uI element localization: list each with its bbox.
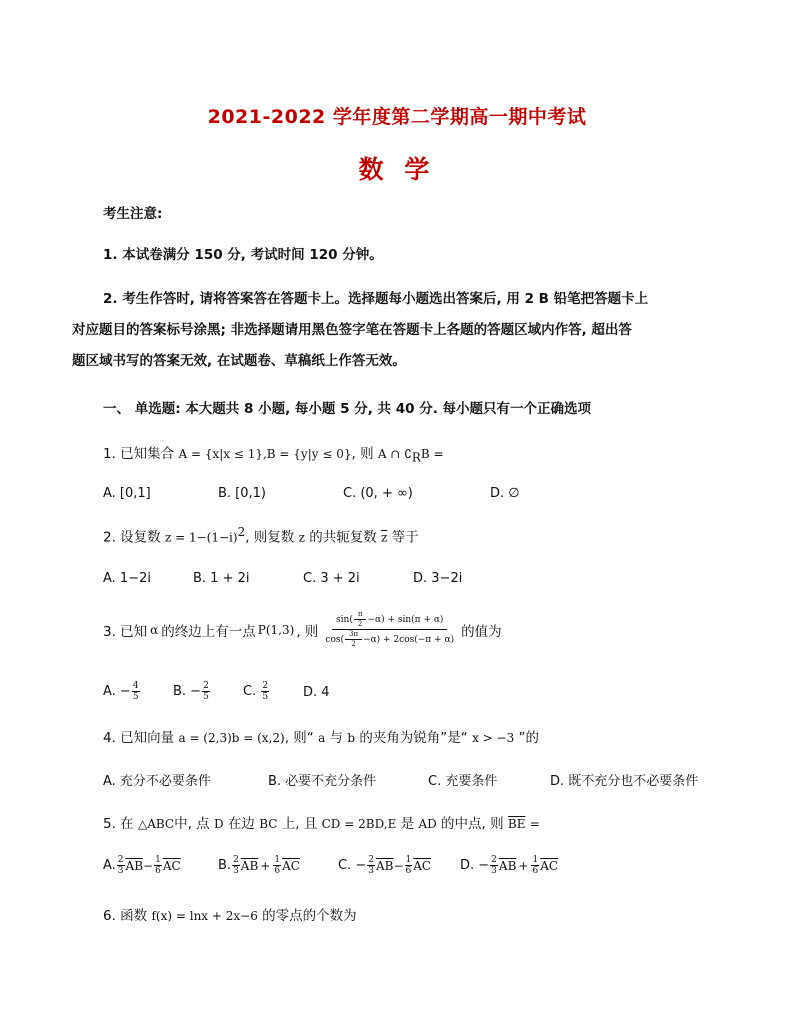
q4-option-d: D. 既不充分也不必要条件 <box>550 774 699 789</box>
q5-opt-c-d1: 3 <box>368 866 374 876</box>
q2-option-a: A. 1−2i <box>103 571 151 586</box>
q4-condition: x > −3 <box>472 731 515 745</box>
q5-opt-d-frac-1 <box>490 855 498 876</box>
q5-opt-d-op: + <box>518 858 529 873</box>
q5-opt-b-label: B. <box>218 858 232 873</box>
q3-option-b <box>173 681 211 702</box>
notice-item-1: 1. 本试卷满分 150 分, 考试时间 120 分钟。 <box>103 247 383 263</box>
q3-num-pi-over-2 <box>354 611 367 628</box>
q3-opt-a-label: A. − <box>103 684 131 699</box>
exam-title: 2021-2022 学年度第二学期高一期中考试 <box>207 106 587 128</box>
q5-opt-c-label: C. − <box>338 858 367 873</box>
q5-opt-c-frac-1 <box>367 855 375 876</box>
q5-option-a <box>103 855 181 876</box>
question-1 <box>103 442 444 465</box>
q5-opt-c-v2: $\overline{AC}$ <box>413 858 432 873</box>
q5-equals: = <box>529 817 540 831</box>
q3-alpha: α <box>150 622 159 637</box>
notice-item-2-line-2: 对应题目的答案标号涂黑; 非选择题请用黑色签字笔在答题卡上各题的答题区域内作答, 超出答 <box>72 322 632 338</box>
notice-item-2-line-1: 2. 考生作答时, 请将答案答在答题卡上。选择题每小题选出答案后, 用 2 B 铅笔把答题卡上 <box>103 291 649 307</box>
q5-and: 上, 且 <box>281 816 318 832</box>
q5-opt-c-d2: 6 <box>405 866 412 876</box>
section-1-heading: 一、 单选题: 本大题共 8 小题, 每小题 5 分, 共 40 分. 每小题只有一个正确选项 <box>103 401 592 417</box>
q5-opt-c-frac-2 <box>405 855 413 876</box>
q3-option-a <box>103 681 141 702</box>
q3-trig-fraction <box>321 611 458 648</box>
q4-option-b: B. 必要不充分条件 <box>268 774 377 789</box>
question-6 <box>103 904 357 924</box>
q5-opt-d-frac-2 <box>531 855 539 876</box>
q5-opt-a-op: − <box>143 858 154 873</box>
q4-vectors: a = (2,3)b = (x,2) <box>178 731 285 745</box>
q3-opt-b-d: 5 <box>203 692 209 702</box>
q5-option-d <box>460 855 558 876</box>
q2-option-c: C. 3 + 2i <box>303 571 360 586</box>
q5-opt-a-n2: 1 <box>155 855 161 865</box>
q5-opt-a-frac-1 <box>117 855 125 876</box>
q5-opt-b-v1: $\overline{AB}$ <box>240 858 259 873</box>
q3-den-3pi-over-2 <box>345 631 362 648</box>
q5-opt-b-n1: 2 <box>233 855 239 865</box>
q5-opt-d-label: D. − <box>460 858 490 873</box>
q6-function: f(x) = lnx + 2x−6 <box>151 909 258 923</box>
notice-item-2-line-3: 题区域书写的答案无效, 在试题卷、草稿纸上作答无效。 <box>72 353 406 369</box>
q3-den-frac-n: 3π <box>345 631 362 640</box>
q5-condition: CD = 2BD,E <box>321 817 397 831</box>
q2-expr: z = 1−(1−i) <box>164 530 238 545</box>
q5-opt-b-frac-2 <box>273 855 281 876</box>
q3-text: 3. 已知 <box>103 623 148 640</box>
q3-then: , 则 <box>296 623 319 640</box>
q5-side-bc: BC <box>259 817 278 831</box>
q3-opt-c-n: 2 <box>262 681 269 691</box>
notice-heading: 考生注意: <box>103 206 163 222</box>
q1-text: 1. 已知集合 <box>103 446 175 462</box>
q5-opt-a-d1: 3 <box>117 866 124 876</box>
q2-equals: 等于 <box>391 529 419 546</box>
q5-opt-c-n2: 1 <box>405 855 412 865</box>
q3-den-frac-d: 2 <box>351 640 356 648</box>
q3-num-rest: −α) + sin(π + α) <box>367 615 444 625</box>
q4-and: 与 <box>329 730 344 746</box>
q5-on-side: 在边 <box>227 816 255 832</box>
q1-option-c: C. (0, + ∞) <box>343 486 413 501</box>
q2-z: z <box>298 530 305 545</box>
q1-sub-r: R <box>411 450 421 465</box>
q3-opt-b-n: 2 <box>203 681 209 691</box>
q5-opt-a-d2: 6 <box>155 866 161 876</box>
q4-option-a: A. 充分不必要条件 <box>103 774 211 789</box>
q5-in: 中, 点 <box>174 816 210 832</box>
q3-opt-a-d: 5 <box>132 692 139 702</box>
q3-opt-a-frac <box>132 681 140 702</box>
q3-den-rest: −α) + 2cos(−π + α) <box>363 635 455 645</box>
q6-text: 6. 函数 <box>103 908 148 924</box>
q2-zbar: $\overline{z}$ <box>381 530 388 545</box>
q4-vector-b: b <box>347 731 356 745</box>
q5-opt-a-v1: $\overline{AB}$ <box>125 858 144 873</box>
q5-opt-b-n2: 1 <box>274 855 281 865</box>
q5-opt-c-v1: $\overline{AB}$ <box>375 858 394 873</box>
q3-num-sin: sin <box>336 615 350 625</box>
q4-text: 4. 已知向量 <box>103 730 175 746</box>
q5-is: 是 <box>400 816 415 832</box>
q3-opt-c-label: C. <box>243 684 257 699</box>
question-2 <box>103 525 419 546</box>
q5-opt-c-op: − <box>393 858 404 873</box>
q4-of: ”的 <box>518 730 540 746</box>
q1-complement: A ∩ ∁ <box>377 447 412 461</box>
q5-vector-be: $\overline{BE}$ <box>507 817 526 831</box>
q5-opt-b-frac-1 <box>232 855 240 876</box>
q1-sets: A = {x|x ≤ 1},B = {y|y ≤ 0} <box>178 447 352 461</box>
q2-option-d: D. 3−2i <box>413 571 463 586</box>
q5-text: 5. 在 <box>103 816 134 832</box>
q5-point-d: D <box>213 817 224 831</box>
q5-opt-c-n1: 2 <box>368 855 374 865</box>
q5-opt-d-n2: 1 <box>532 855 539 865</box>
q3-opt-b-frac <box>202 681 210 702</box>
q5-opt-d-v1: $\overline{AB}$ <box>498 858 517 873</box>
q1-eq: B = <box>420 447 444 461</box>
subject-title: 数 学 <box>358 155 436 184</box>
q3-opt-c-frac <box>261 681 269 702</box>
q6-zero-count: 的零点的个数为 <box>262 908 357 924</box>
q2-conjugate-text: 的共轭复数 <box>309 529 377 546</box>
q3-den-cos: cos <box>325 635 341 645</box>
q2-text: 2. 设复数 <box>103 529 161 546</box>
q3-value-of: 的值为 <box>461 623 502 640</box>
q3-num-frac-d: 2 <box>357 620 363 628</box>
q5-segment-ad: AD <box>418 817 437 831</box>
q5-opt-d-d1: 3 <box>491 866 497 876</box>
q4-vector-a: a <box>318 731 326 745</box>
q4-option-c: C. 充要条件 <box>428 774 498 789</box>
q5-opt-d-d2: 6 <box>532 866 539 876</box>
q5-opt-a-v2: $\overline{AC}$ <box>162 858 181 873</box>
q5-midpoint: 的中点, 则 <box>441 816 504 832</box>
q5-option-c <box>338 855 431 876</box>
q5-opt-a-label: A. <box>103 858 116 873</box>
q3-denominator: cos( $\frac{3\pi}{2}$ −α) + 2cos(−π + α) <box>325 630 455 648</box>
q3-point: P(1,3) <box>257 622 295 637</box>
q5-opt-a-frac-2 <box>154 855 162 876</box>
q3-opt-c-d: 5 <box>262 692 269 702</box>
q3-option-d: D. 4 <box>303 685 330 700</box>
question-5 <box>103 812 540 832</box>
q3-opt-b-label: B. − <box>173 684 202 699</box>
q2-then: , 则复数 <box>245 529 295 546</box>
q4-acute-angle: 的夹角为锐角”是“ <box>359 730 468 746</box>
q1-then: , 则 <box>351 446 374 462</box>
q5-opt-b-d1: 3 <box>233 866 239 876</box>
q5-opt-a-n1: 2 <box>117 855 124 865</box>
q1-option-a: A. [0,1] <box>103 486 151 501</box>
q5-opt-b-v2: $\overline{AC}$ <box>282 858 300 873</box>
q5-option-b <box>218 855 300 876</box>
q1-option-b: B. [0,1) <box>218 486 267 501</box>
q3-option-c <box>243 681 270 702</box>
q3-num-frac-n: π <box>354 611 367 620</box>
q5-opt-b-op: + <box>260 858 271 873</box>
q5-opt-d-v2: $\overline{AC}$ <box>540 858 559 873</box>
q1-option-d: D. ∅ <box>490 486 520 501</box>
q5-opt-b-d2: 6 <box>274 866 281 876</box>
q2-option-b: B. 1 + 2i <box>193 571 250 586</box>
q3-terminal-side: 的终边上有一点 <box>161 623 256 640</box>
q5-triangle: △ABC <box>137 817 175 831</box>
q2-exponent: 2 <box>237 525 246 539</box>
question-3 <box>103 611 502 648</box>
question-4 <box>103 726 539 746</box>
q3-opt-a-n: 4 <box>132 681 139 691</box>
q3-numerator: sin( $\frac{\pi}{2}$ −α) + sin(π + α) <box>332 611 447 630</box>
q4-then: , 则“ <box>284 730 314 746</box>
q5-opt-d-n1: 2 <box>491 855 497 865</box>
